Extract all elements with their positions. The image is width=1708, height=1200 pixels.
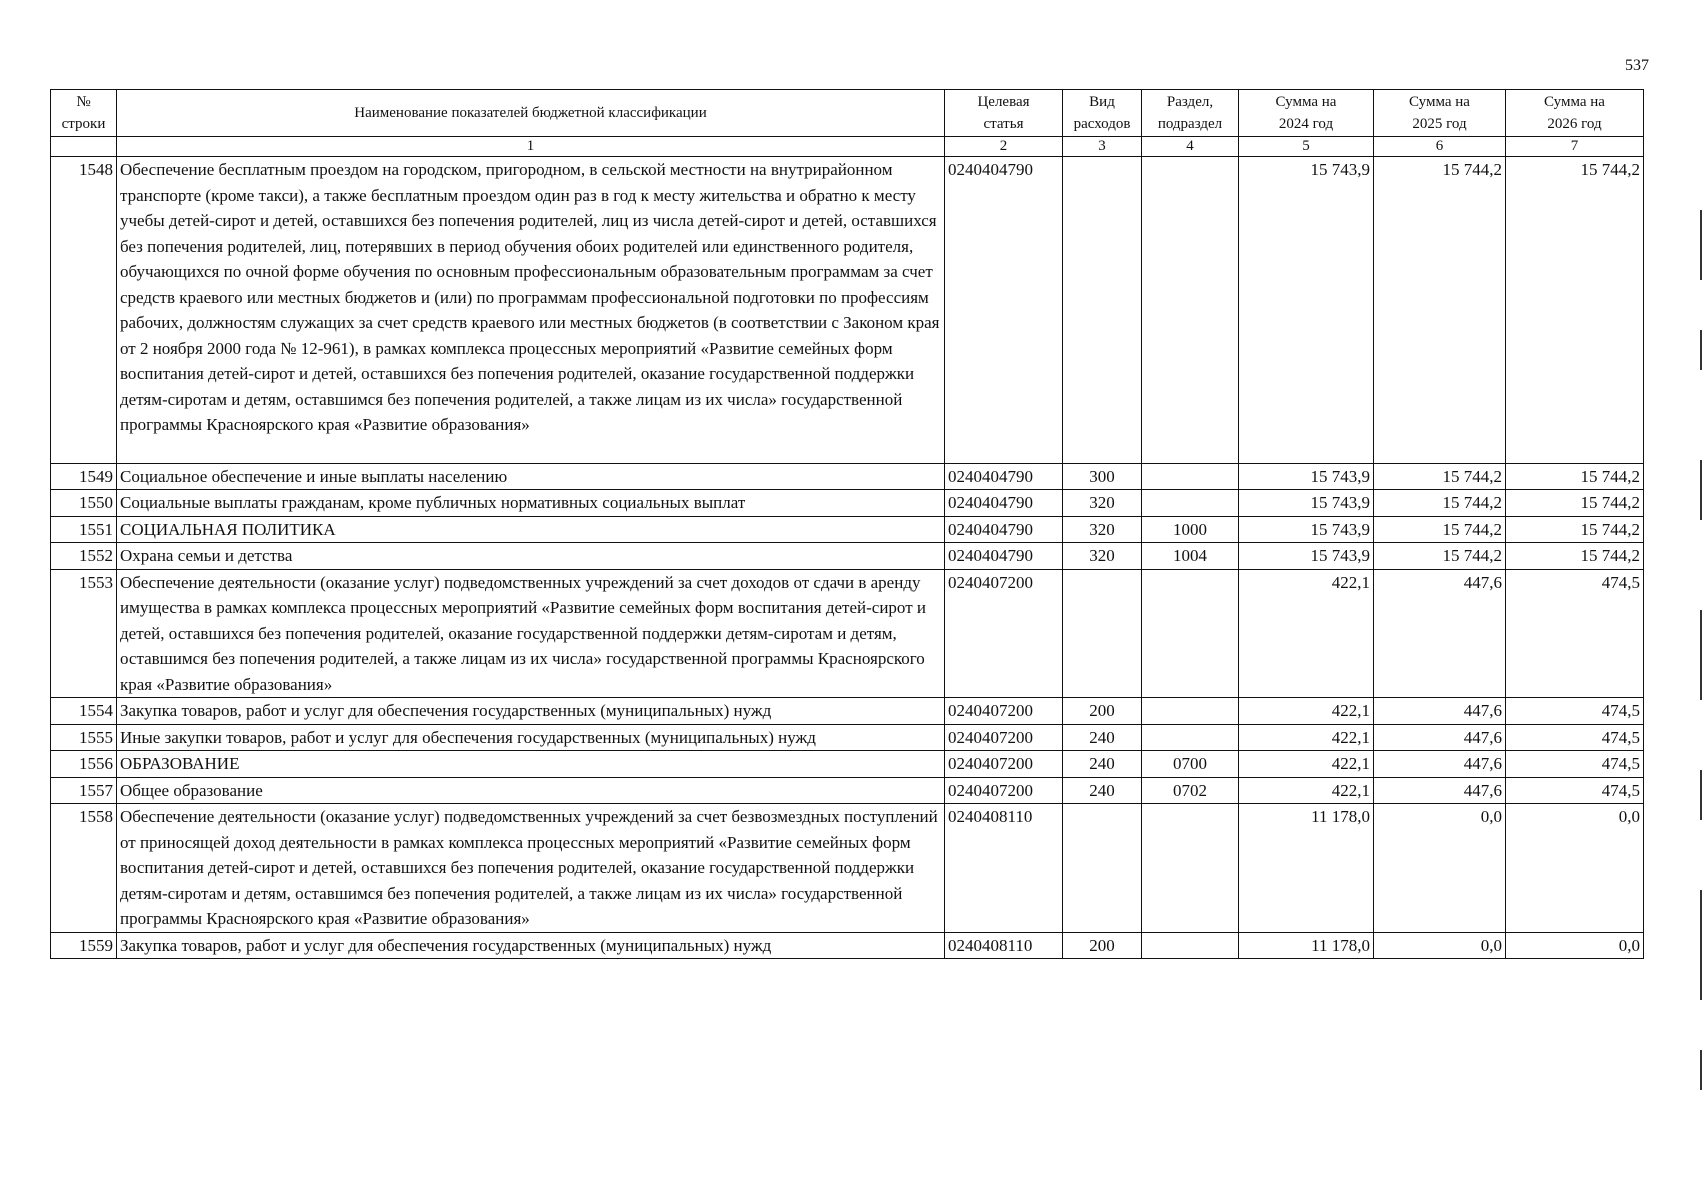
table-row [51, 157, 1644, 464]
header-name: Наименование показателей бюджетной классификации [117, 90, 945, 137]
row-sum-2026: 15 744,2 [1506, 490, 1644, 517]
row-name: Социальные выплаты гражданам, кроме публичных нормативных социальных выплат [117, 490, 945, 517]
row-sum-2024: 15 743,9 [1239, 516, 1374, 543]
row-sum-2024: 15 743,9 [1239, 490, 1374, 517]
table-row [51, 516, 1644, 543]
row-sum-2025: 447,6 [1374, 724, 1506, 751]
row-target-article: 0240407200 [945, 569, 1063, 698]
row-expense-kind: 200 [1063, 932, 1142, 959]
header-row-number: № строки [51, 90, 117, 137]
row-sum-2024: 11 178,0 [1239, 932, 1374, 959]
row-section [1142, 157, 1239, 464]
row-sum-2026: 0,0 [1506, 932, 1644, 959]
row-target-article: 0240404790 [945, 516, 1063, 543]
row-section [1142, 490, 1239, 517]
row-name: СОЦИАЛЬНАЯ ПОЛИТИКА [117, 516, 945, 543]
row-sum-2024: 422,1 [1239, 777, 1374, 804]
row-name: ОБРАЗОВАНИЕ [117, 751, 945, 778]
column-number-row [51, 137, 1644, 157]
row-sum-2024: 422,1 [1239, 569, 1374, 698]
row-target-article: 0240404790 [945, 157, 1063, 464]
row-sum-2026: 474,5 [1506, 698, 1644, 725]
row-target-article: 0240404790 [945, 490, 1063, 517]
row-number: 1556 [51, 751, 117, 778]
row-expense-kind: 240 [1063, 777, 1142, 804]
row-expense-kind: 240 [1063, 751, 1142, 778]
row-sum-2024: 11 178,0 [1239, 804, 1374, 933]
column-number: 3 [1063, 137, 1142, 157]
header-expense-kind: Вид расходов [1063, 90, 1142, 137]
row-name: Общее образование [117, 777, 945, 804]
row-section [1142, 804, 1239, 933]
row-target-article: 0240404790 [945, 543, 1063, 570]
budget-table [50, 89, 1644, 959]
column-number: 4 [1142, 137, 1239, 157]
table-row [51, 804, 1644, 933]
row-sum-2025: 15 744,2 [1374, 543, 1506, 570]
row-target-article: 0240408110 [945, 804, 1063, 933]
row-expense-kind [1063, 157, 1142, 464]
row-sum-2026: 15 744,2 [1506, 543, 1644, 570]
table-row [51, 751, 1644, 778]
row-expense-kind: 320 [1063, 516, 1142, 543]
row-sum-2025: 15 744,2 [1374, 157, 1506, 464]
row-name: Закупка товаров, работ и услуг для обеспечения государственных (муниципальных) нужд [117, 698, 945, 725]
row-expense-kind: 320 [1063, 543, 1142, 570]
row-sum-2025: 447,6 [1374, 569, 1506, 698]
column-number: 2 [945, 137, 1063, 157]
table-row [51, 932, 1644, 959]
row-number: 1548 [51, 157, 117, 464]
table-row [51, 777, 1644, 804]
row-sum-2026: 474,5 [1506, 751, 1644, 778]
row-name: Охрана семьи и детства [117, 543, 945, 570]
row-section: 0700 [1142, 751, 1239, 778]
row-sum-2024: 15 743,9 [1239, 157, 1374, 464]
row-target-article: 0240407200 [945, 777, 1063, 804]
table-row [51, 698, 1644, 725]
row-number: 1552 [51, 543, 117, 570]
row-name: Обеспечение бесплатным проездом на городском, пригородном, в сельской местности на внутрирайонном транспорте (кроме такси), а также бесплатным проездом один раз в год к месту жительства и обратно к месту учебы детей-сирот и детей, оставшихся без попечения родителей, лиц из числа детей-сирот и детей, оставшихся без попечения родителей, лиц, потерявших в период обучения обоих родителей или единственного родителя, обучающихся по очной форме обучения по основным профессиональным образовательным программам за счет средств краевого или местных бюджетов и (или) по программам профессиональной подготовки по профессиям рабочих, должностям служащих за счет средств краевого или местных бюджетов (в соответствии с Законом края от 2 ноября 2000 года № 12-961), в рамках комплекса процессных мероприятий «Развитие семейных форм воспитания детей-сирот и детей, оставшихся без попечения родителей, оказание государственной поддержки детям-сиротам и детям, оставшимся без попечения родителей, а также лицам из их числа» государственной программы Красноярского края «Развитие образования» [117, 157, 945, 464]
row-number: 1549 [51, 463, 117, 490]
column-number: 7 [1506, 137, 1644, 157]
row-sum-2024: 15 743,9 [1239, 543, 1374, 570]
table-row [51, 724, 1644, 751]
row-expense-kind: 240 [1063, 724, 1142, 751]
row-number: 1557 [51, 777, 117, 804]
row-expense-kind [1063, 804, 1142, 933]
row-sum-2025: 15 744,2 [1374, 516, 1506, 543]
row-name: Иные закупки товаров, работ и услуг для обеспечения государственных (муниципальных) нужд [117, 724, 945, 751]
row-number: 1559 [51, 932, 117, 959]
row-number: 1551 [51, 516, 117, 543]
header-sum-2025: Сумма на 2025 год [1374, 90, 1506, 137]
header-row [51, 90, 1644, 137]
header-target-article: Целевая статья [945, 90, 1063, 137]
table-row [51, 463, 1644, 490]
row-section: 0702 [1142, 777, 1239, 804]
row-section [1142, 698, 1239, 725]
row-expense-kind: 300 [1063, 463, 1142, 490]
row-sum-2024: 422,1 [1239, 751, 1374, 778]
row-number: 1554 [51, 698, 117, 725]
column-number: 1 [117, 137, 945, 157]
row-number: 1553 [51, 569, 117, 698]
row-sum-2025: 0,0 [1374, 804, 1506, 933]
header-section: Раздел, подраздел [1142, 90, 1239, 137]
row-number: 1558 [51, 804, 117, 933]
scan-edge-marks [1700, 210, 1703, 1110]
row-sum-2024: 422,1 [1239, 724, 1374, 751]
row-sum-2026: 15 744,2 [1506, 463, 1644, 490]
row-target-article: 0240407200 [945, 698, 1063, 725]
row-expense-kind: 320 [1063, 490, 1142, 517]
row-section: 1000 [1142, 516, 1239, 543]
row-sum-2026: 474,5 [1506, 724, 1644, 751]
table-row [51, 569, 1644, 698]
row-target-article: 0240404790 [945, 463, 1063, 490]
header-sum-2026: Сумма на 2026 год [1506, 90, 1644, 137]
row-expense-kind [1063, 569, 1142, 698]
column-number: 6 [1374, 137, 1506, 157]
row-target-article: 0240408110 [945, 932, 1063, 959]
row-sum-2025: 447,6 [1374, 698, 1506, 725]
row-number: 1550 [51, 490, 117, 517]
column-number-blank [51, 137, 117, 157]
row-sum-2026: 0,0 [1506, 804, 1644, 933]
page-number: 537 [1625, 57, 1649, 74]
row-expense-kind: 200 [1063, 698, 1142, 725]
row-sum-2024: 422,1 [1239, 698, 1374, 725]
row-sum-2025: 0,0 [1374, 932, 1506, 959]
row-section: 1004 [1142, 543, 1239, 570]
row-sum-2026: 15 744,2 [1506, 157, 1644, 464]
row-sum-2026: 474,5 [1506, 777, 1644, 804]
row-target-article: 0240407200 [945, 724, 1063, 751]
row-sum-2025: 447,6 [1374, 777, 1506, 804]
row-name: Социальное обеспечение и иные выплаты населению [117, 463, 945, 490]
row-target-article: 0240407200 [945, 751, 1063, 778]
row-sum-2025: 447,6 [1374, 751, 1506, 778]
row-sum-2025: 15 744,2 [1374, 490, 1506, 517]
row-sum-2026: 15 744,2 [1506, 516, 1644, 543]
header-sum-2024: Сумма на 2024 год [1239, 90, 1374, 137]
table-row [51, 490, 1644, 517]
row-section [1142, 463, 1239, 490]
row-sum-2026: 474,5 [1506, 569, 1644, 698]
row-name: Обеспечение деятельности (оказание услуг) подведомственных учреждений за счет безвозмездных поступлений от приносящей доход деятельности в рамках комплекса процессных мероприятий «Развитие семейных форм воспитания детей-сирот и детей, оставшихся без попечения родителей, оказание государственной поддержки детям-сиротам и детям, оставшимся без попечения родителей, а также лицам из их числа» государственной программы Красноярского края «Развитие образования» [117, 804, 945, 933]
row-sum-2025: 15 744,2 [1374, 463, 1506, 490]
row-name: Обеспечение деятельности (оказание услуг) подведомственных учреждений за счет доходов от сдачи в аренду имущества в рамках комплекса процессных мероприятий «Развитие семейных форм воспитания детей-сирот и детей, оставшихся без попечения родителей, оказание государственной поддержки детям-сиротам и детям, оставшимся без попечения родителей, а также лицам из их числа» государственной программы Красноярского края «Развитие образования» [117, 569, 945, 698]
row-section [1142, 569, 1239, 698]
row-section [1142, 932, 1239, 959]
row-name: Закупка товаров, работ и услуг для обеспечения государственных (муниципальных) нужд [117, 932, 945, 959]
row-section [1142, 724, 1239, 751]
column-number: 5 [1239, 137, 1374, 157]
table-row [51, 543, 1644, 570]
row-number: 1555 [51, 724, 117, 751]
row-sum-2024: 15 743,9 [1239, 463, 1374, 490]
